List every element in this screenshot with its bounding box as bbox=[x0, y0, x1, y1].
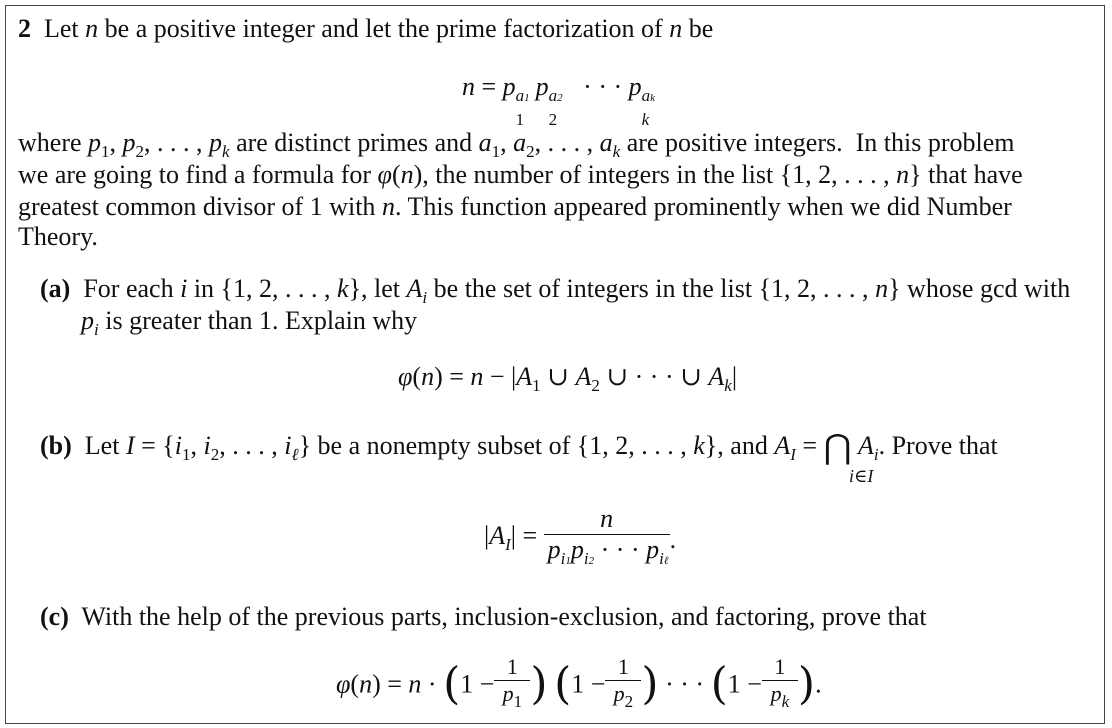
where-line-1: where $p_1$, $p_2$, . . . , $p_k$ are distinct primes and $a_1$, $a_2$, . . . , $a_k$ are positive integers. In this problem bbox=[18, 128, 1015, 161]
part-a-line-1: (a) For each i in {1, 2, . . . , k}, let $A_i$ be the set of integers in the list {1, 2, . . . , n} whose gcd with bbox=[40, 274, 1071, 307]
where-line-4: Theory. bbox=[18, 222, 98, 251]
problem-intro: 2 Let n be a positive integer and let the prime factorization of n be bbox=[18, 14, 714, 43]
where-line-3: greatest common divisor of 1 with n. This function appeared prominently when we did Number bbox=[18, 192, 1012, 221]
problem-number: 2 bbox=[18, 14, 31, 43]
part-b-equation: $|A_I|$ = $\frac{n}{p_{i1}p_{i2} \cdot \cdot \cdot p_{i\ell}}$ . bbox=[484, 504, 676, 576]
problem-frame bbox=[5, 5, 1105, 724]
part-b-label: (b) bbox=[40, 431, 72, 460]
part-c-equation: φ(n) = n · (1 − $\frac{1}{p_1}$ ) (1 − $\frac{1}{p_2}$ ) · · · (1 − $\frac{1}{p_k}$ ). bbox=[336, 654, 822, 715]
part-b-line-1: (b) Let $I = \{i_1$, $i_2$, . . . , $i_\ell$} be a nonempty subset of {1, 2, . . . , k}, and $A_I$ = ⋂ $A_i$. Prove that bbox=[40, 429, 998, 466]
part-a-line-2: $p_i$ is greater than 1. Explain why bbox=[81, 306, 418, 339]
part-c-label: (c) bbox=[40, 602, 69, 631]
where-line-2: we are going to find a formula for φ(n), the number of integers in the list {1, 2, . . . , n} that have bbox=[18, 160, 1023, 189]
cap-subscript: i∈I bbox=[849, 466, 874, 486]
part-c-line-1: (c) With the help of the previous parts, inclusion-exclusion, and factoring, prove that bbox=[40, 602, 927, 631]
part-a-label: (a) bbox=[40, 274, 71, 303]
factorization-equation: n = p a1 1 p a2 2 · · · p ak k bbox=[462, 72, 656, 129]
part-a-equation: $\varphi(n) = n - |A_1$ ∪ $A_2$ ∪ · · · ∪ $A_k|$ bbox=[398, 362, 738, 395]
